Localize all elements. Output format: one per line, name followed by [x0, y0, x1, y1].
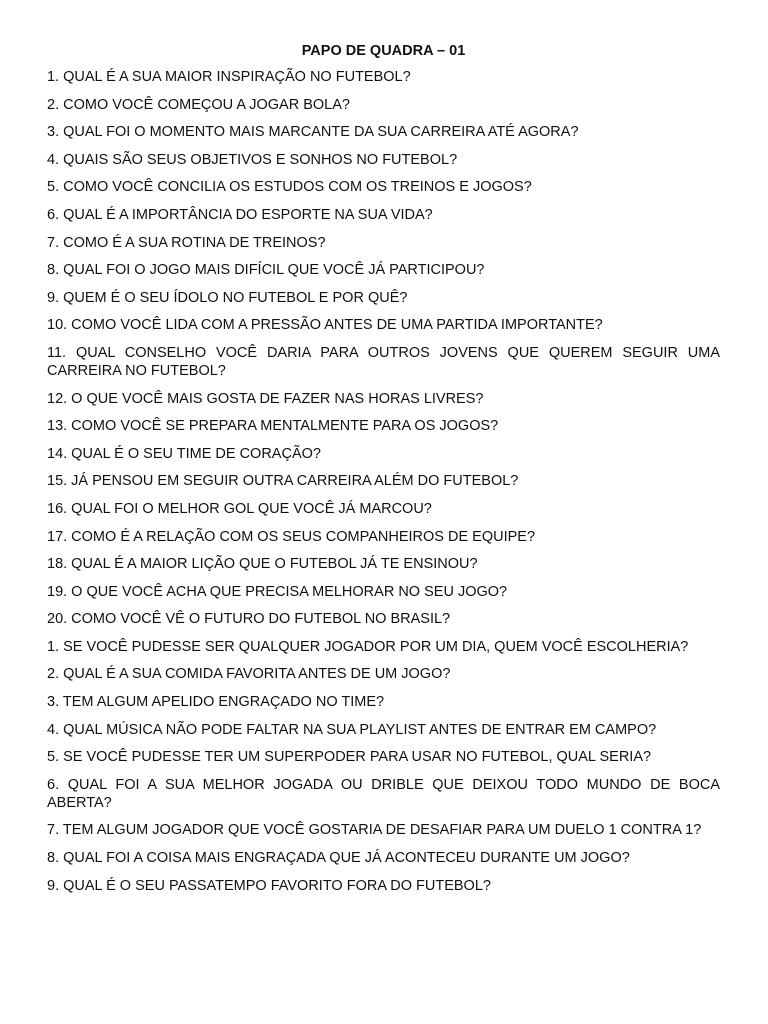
question-item: 1. SE VOCÊ PUDESSE SER QUALQUER JOGADOR POR UM DIA, QUEM VOCÊ ESCOLHERIA?	[47, 638, 689, 655]
question-item: 8. QUAL FOI A COISA MAIS ENGRAÇADA QUE JÁ ACONTECEU DURANTE UM JOGO?	[47, 850, 630, 867]
document-page	[47, 41, 720, 904]
question-item: 5. SE VOCÊ PUDESSE TER UM SUPERPODER PARA USAR NO FUTEBOL, QUAL SERIA?	[47, 749, 652, 766]
question-item: 11. QUAL CONSELHO VOCÊ DARIA PARA OUTROS JOVENS QUE QUEREM SEGUIR UMA CARREIRA NO FUTEBOL?	[47, 344, 720, 379]
question-item: 12. O QUE VOCÊ MAIS GOSTA DE FAZER NAS HORAS LIVRES?	[47, 390, 484, 407]
question-item: 17. COMO É A RELAÇÃO COM OS SEUS COMPANHEIROS DE EQUIPE?	[47, 528, 536, 545]
document-title: PAPO DE QUADRA – 01	[301, 43, 466, 59]
question-item: 2. COMO VOCÊ COMEÇOU A JOGAR BOLA?	[47, 96, 350, 113]
question-item: 6. QUAL É A IMPORTÂNCIA DO ESPORTE NA SUA VIDA?	[47, 206, 433, 223]
question-item: 6. QUAL FOI A SUA MELHOR JOGADA OU DRIBLE QUE DEIXOU TODO MUNDO DE BOCA ABERTA?	[47, 776, 720, 811]
question-item: 7. TEM ALGUM JOGADOR QUE VOCÊ GOSTARIA DE DESAFIAR PARA UM DUELO 1 CONTRA 1?	[47, 822, 702, 839]
question-item: 3. TEM ALGUM APELIDO ENGRAÇADO NO TIME?	[47, 694, 385, 711]
question-item: 4. QUAIS SÃO SEUS OBJETIVOS E SONHOS NO FUTEBOL?	[47, 151, 458, 168]
question-item: 9. QUEM É O SEU ÍDOLO NO FUTEBOL E POR QUÊ?	[47, 289, 408, 306]
question-item: 20. COMO VOCÊ VÊ O FUTURO DO FUTEBOL NO BRASIL?	[47, 611, 451, 628]
question-item: 8. QUAL FOI O JOGO MAIS DIFÍCIL QUE VOCÊ JÁ PARTICIPOU?	[47, 262, 485, 279]
question-item: 18. QUAL É A MAIOR LIÇÃO QUE O FUTEBOL JÁ TE ENSINOU?	[47, 556, 478, 573]
question-item: 16. QUAL FOI O MELHOR GOL QUE VOCÊ JÁ MARCOU?	[47, 500, 432, 517]
question-item: 4. QUAL MÚSICA NÃO PODE FALTAR NA SUA PLAYLIST ANTES DE ENTRAR EM CAMPO?	[47, 721, 657, 738]
question-item: 14. QUAL É O SEU TIME DE CORAÇÃO?	[47, 445, 321, 462]
question-item: 1. QUAL É A SUA MAIOR INSPIRAÇÃO NO FUTEBOL?	[47, 69, 411, 85]
question-item: 9. QUAL É O SEU PASSATEMPO FAVORITO FORA DO FUTEBOL?	[47, 877, 491, 894]
question-item: 2. QUAL É A SUA COMIDA FAVORITA ANTES DE UM JOGO?	[47, 666, 451, 683]
question-item: 15. JÁ PENSOU EM SEGUIR OUTRA CARREIRA ALÉM DO FUTEBOL?	[47, 473, 519, 490]
question-item: 7. COMO É A SUA ROTINA DE TREINOS?	[47, 234, 326, 251]
question-item: 19. O QUE VOCÊ ACHA QUE PRECISA MELHORAR NO SEU JOGO?	[47, 583, 508, 600]
question-item: 10. COMO VOCÊ LIDA COM A PRESSÃO ANTES DE UMA PARTIDA IMPORTANTE?	[47, 317, 603, 334]
question-item: 13. COMO VOCÊ SE PREPARA MENTALMENTE PARA OS JOGOS?	[47, 418, 499, 435]
question-item: 5. COMO VOCÊ CONCILIA OS ESTUDOS COM OS TREINOS E JOGOS?	[47, 179, 532, 196]
question-item: 3. QUAL FOI O MOMENTO MAIS MARCANTE DA SUA CARREIRA ATÉ AGORA?	[47, 124, 579, 141]
